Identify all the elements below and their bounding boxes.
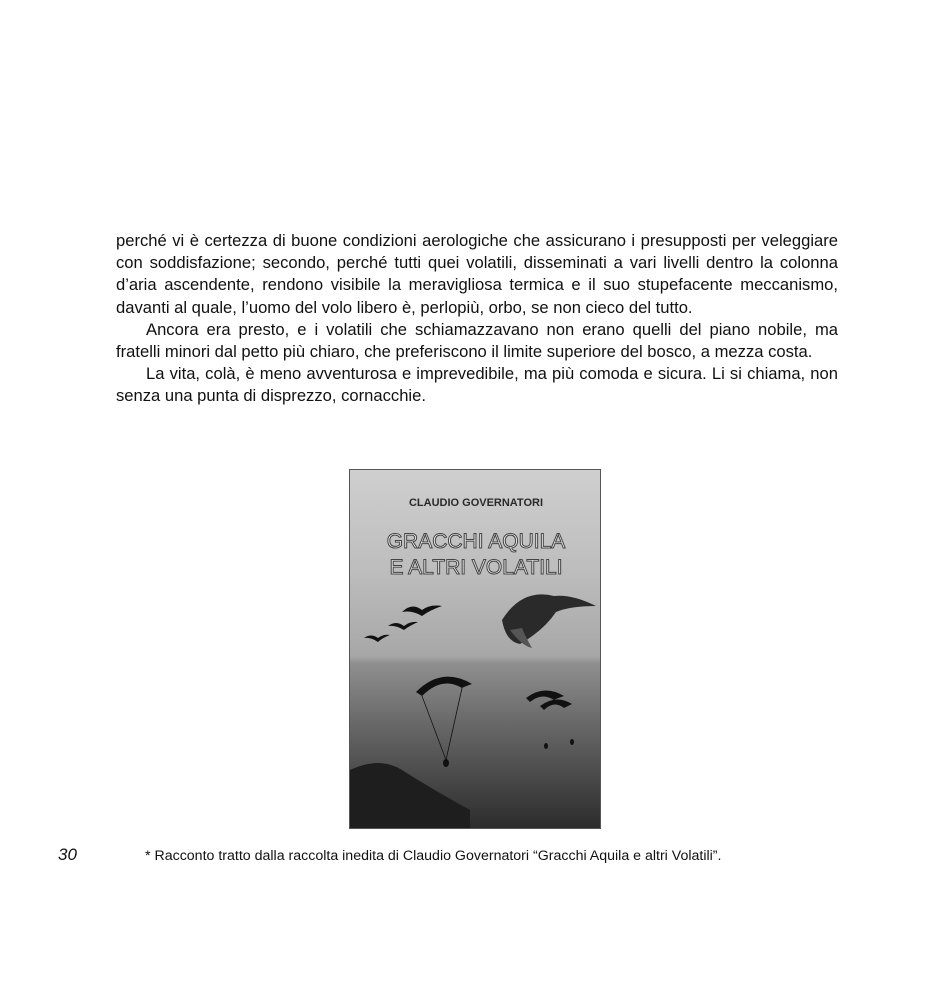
page-number: 30 [58, 845, 77, 864]
paragliders-icon [416, 677, 574, 767]
footnote: * Racconto tratto dalla raccolta inedita di Claudio Governatori “Gracchi Aquila e altri Volatili”. [145, 848, 722, 864]
body-text [116, 230, 838, 408]
cover-title-line2: E ALTRI VOLATILI [389, 556, 563, 579]
paragraph-2: Ancora era presto, e i volatili che schiamazzavano non erano quelli del piano nobile, ma fratelli minori dal petto più chiaro, che preferiscono il limite superiore del bosco, a mezza costa. [116, 319, 838, 362]
coast-silhouette [350, 763, 470, 829]
paragraph-1: perché vi è certezza di buone condizioni aerologiche che assicurano i presupposti per veleggiare con soddisfazione; secondo, perché tutti quei volatili, disseminati a vari livelli dentro la colonna d’aria ascendente, rendono visibile la meravigliosa termica e il suo stupefacente meccanismo, davanti al quale, l’uomo del volo libero è, perlopiù, orbo, se non cieco del tutto. [116, 231, 838, 317]
paragraph-3: La vita, colà, è meno avventurosa e imprevedibile, ma più comoda e sicura. Li si chiama, non senza una punta di disprezzo, cornacchie. [116, 364, 838, 406]
book-cover-image [349, 469, 601, 829]
book-cover-illustration [350, 470, 601, 829]
birds-icon [364, 606, 442, 643]
cover-author: CLAUDIO GOVERNATORI [408, 497, 544, 509]
eagle-icon [502, 594, 596, 648]
cover-title-line1: GRACCHI AQUILA [386, 530, 566, 553]
